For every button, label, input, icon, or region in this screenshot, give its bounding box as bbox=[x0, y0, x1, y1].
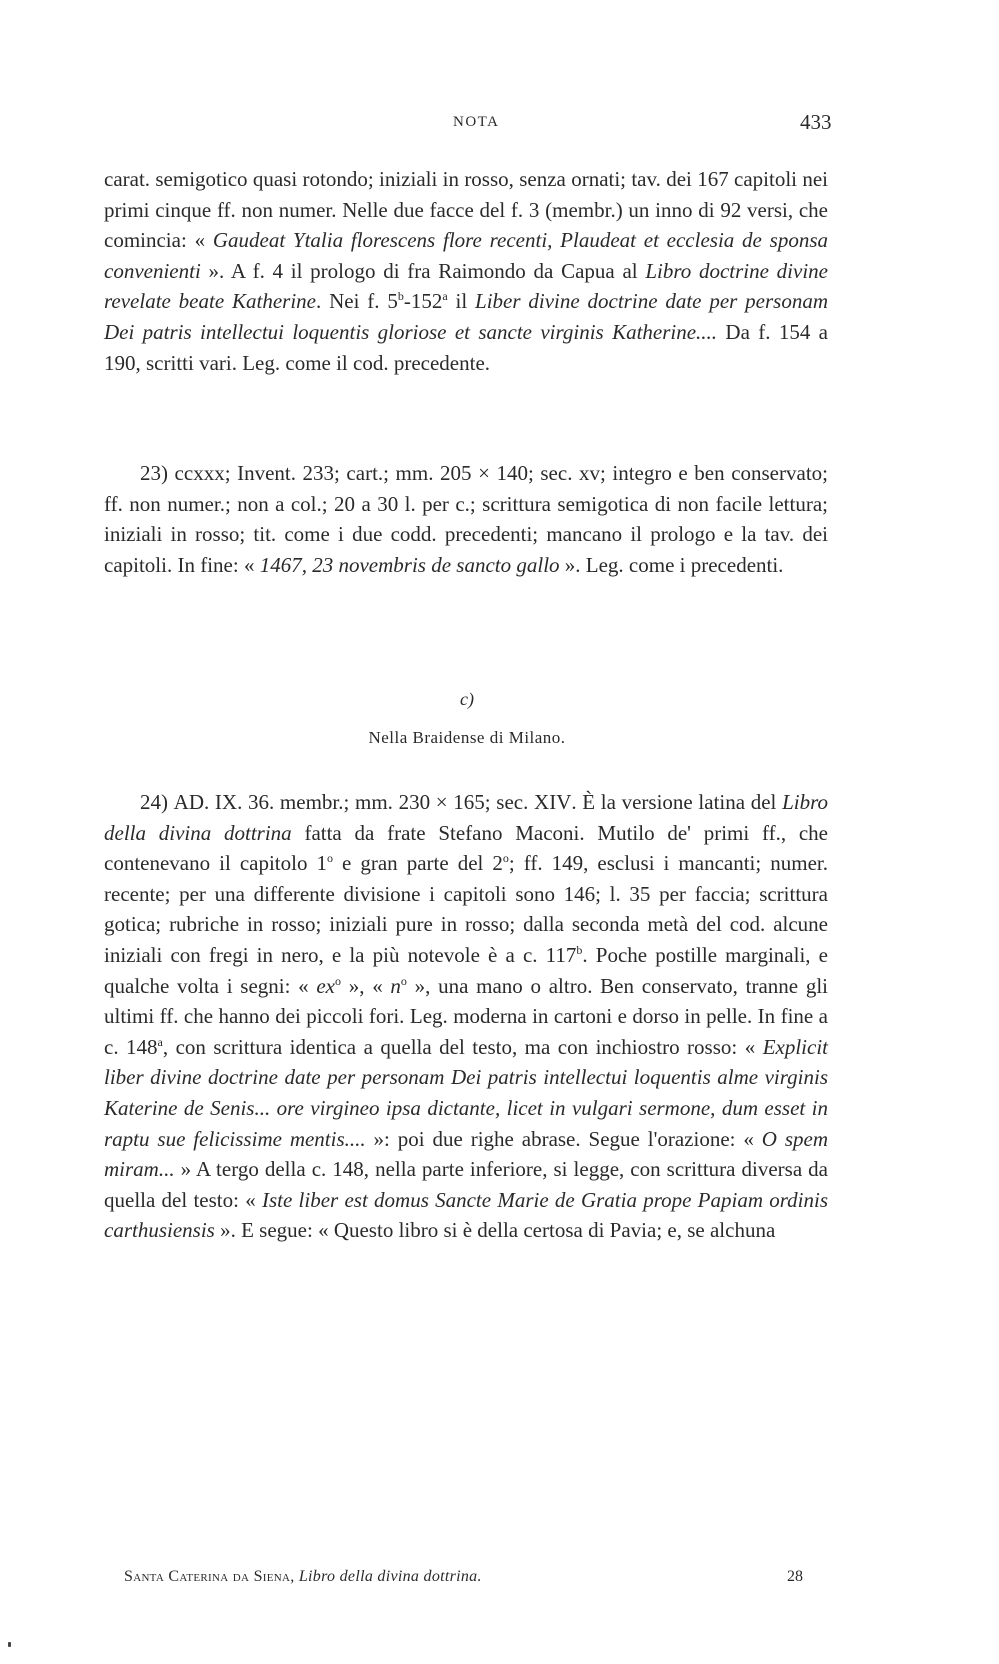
page-header bbox=[0, 110, 999, 140]
footer-title: Santa Caterina da Siena, Libro della divina dottrina. bbox=[124, 1568, 482, 1585]
page-number: 433 bbox=[800, 110, 832, 134]
page-footer bbox=[0, 1568, 999, 1594]
section-letter: c) bbox=[460, 689, 474, 709]
paragraph-entry-23: 23) ccxxx; Invent. 233; cart.; mm. 205 × 140; sec. xv; integro e ben conservato; ff. non numer.; non a col.; 20 a 30 l. per c.; scrittura semigotica di non facile lettura; iniziali in rosso; tit. come i due codd. precedenti; mancano il prologo e la tav. dei capitoli. In fine: « 1467, 23 novembris de sancto gallo ». Leg. come i precedenti. bbox=[104, 461, 828, 577]
running-head: NOTA bbox=[453, 114, 500, 130]
signature-number: 28 bbox=[787, 1568, 803, 1585]
paragraph-entry-24: 24) AD. IX. 36. membr.; mm. 230 × 165; sec. XIV. È la versione latina del Libro della divina dottrina fatta da frate Stefano Maconi. Mutilo de' primi ff., che contenevano il capitolo 1$^o$ e gran parte del 2$^o$; ff. 149, esclusi i mancanti; numer. recente; per una differente divisione i capitoli sono 146; l. 35 per faccia; scrittura gotica; rubriche in rosso; iniziali pure in rosso; dalla seconda metà del cod. alcune iniziali con fregi in nero, e la più notevole è a c. 117$^b$. Poche postille marginali, e qualche volta i segni: « $ex^o$ », « $n^o$ », una mano o altro. Ben conservato, tranne gli ultimi ff. che hanno dei piccoli fori. Leg. moderna in cartoni e dorso in pelle. In fine a c. 148$^a$, con scrittura identica a quella del testo, ma con inchiostro rosso: « Explicit liber divine doctrine date per personam Dei patris intellectui loquentis alme virginis Katerine de Senis... ore virgineo ipsa dictante, licet in vulgari sermone, dum esset in raptu sue felicissime mentis.... »: poi due righe abrase. Segue l'orazione: « O spem miram... » A tergo della c. 148, nella parte inferiore, si legge, con scrittura diversa da quella del testo: « Iste liber est domus Sancte Marie de Gratia prope Papiam ordinis carthusiensis ». E segue: « Questo libro si è della certosa di Pavia; e, se alchuna bbox=[104, 790, 828, 1243]
paragraph-continuation: carat. semigotico quasi rotondo; iniziali in rosso, senza ornati; tav. dei 167 capitoli nei primi cinque ff. non numer. Nelle due facce del f. 3 (membr.) un inno di 92 versi, che comincia: « Gaudeat Ytalia florescens flore recenti, Plaudeat et ecclesia de sponsa convenienti ». A f. 4 il prologo di fra Raimondo da Capua al Libro doctrine divine revelate beate Katherine. Nei f. 5$^b$-152$^a$ il Liber divine doctrine date per personam Dei patris intellectui loquentis gloriose et sancte virginis Katherine.... Da f. 154 a 190, scritti vari. Leg. come il cod. precedente. bbox=[104, 167, 829, 375]
scan-speck bbox=[8, 1642, 11, 1647]
section-title: Nella Braidense di Milano. bbox=[368, 728, 566, 747]
